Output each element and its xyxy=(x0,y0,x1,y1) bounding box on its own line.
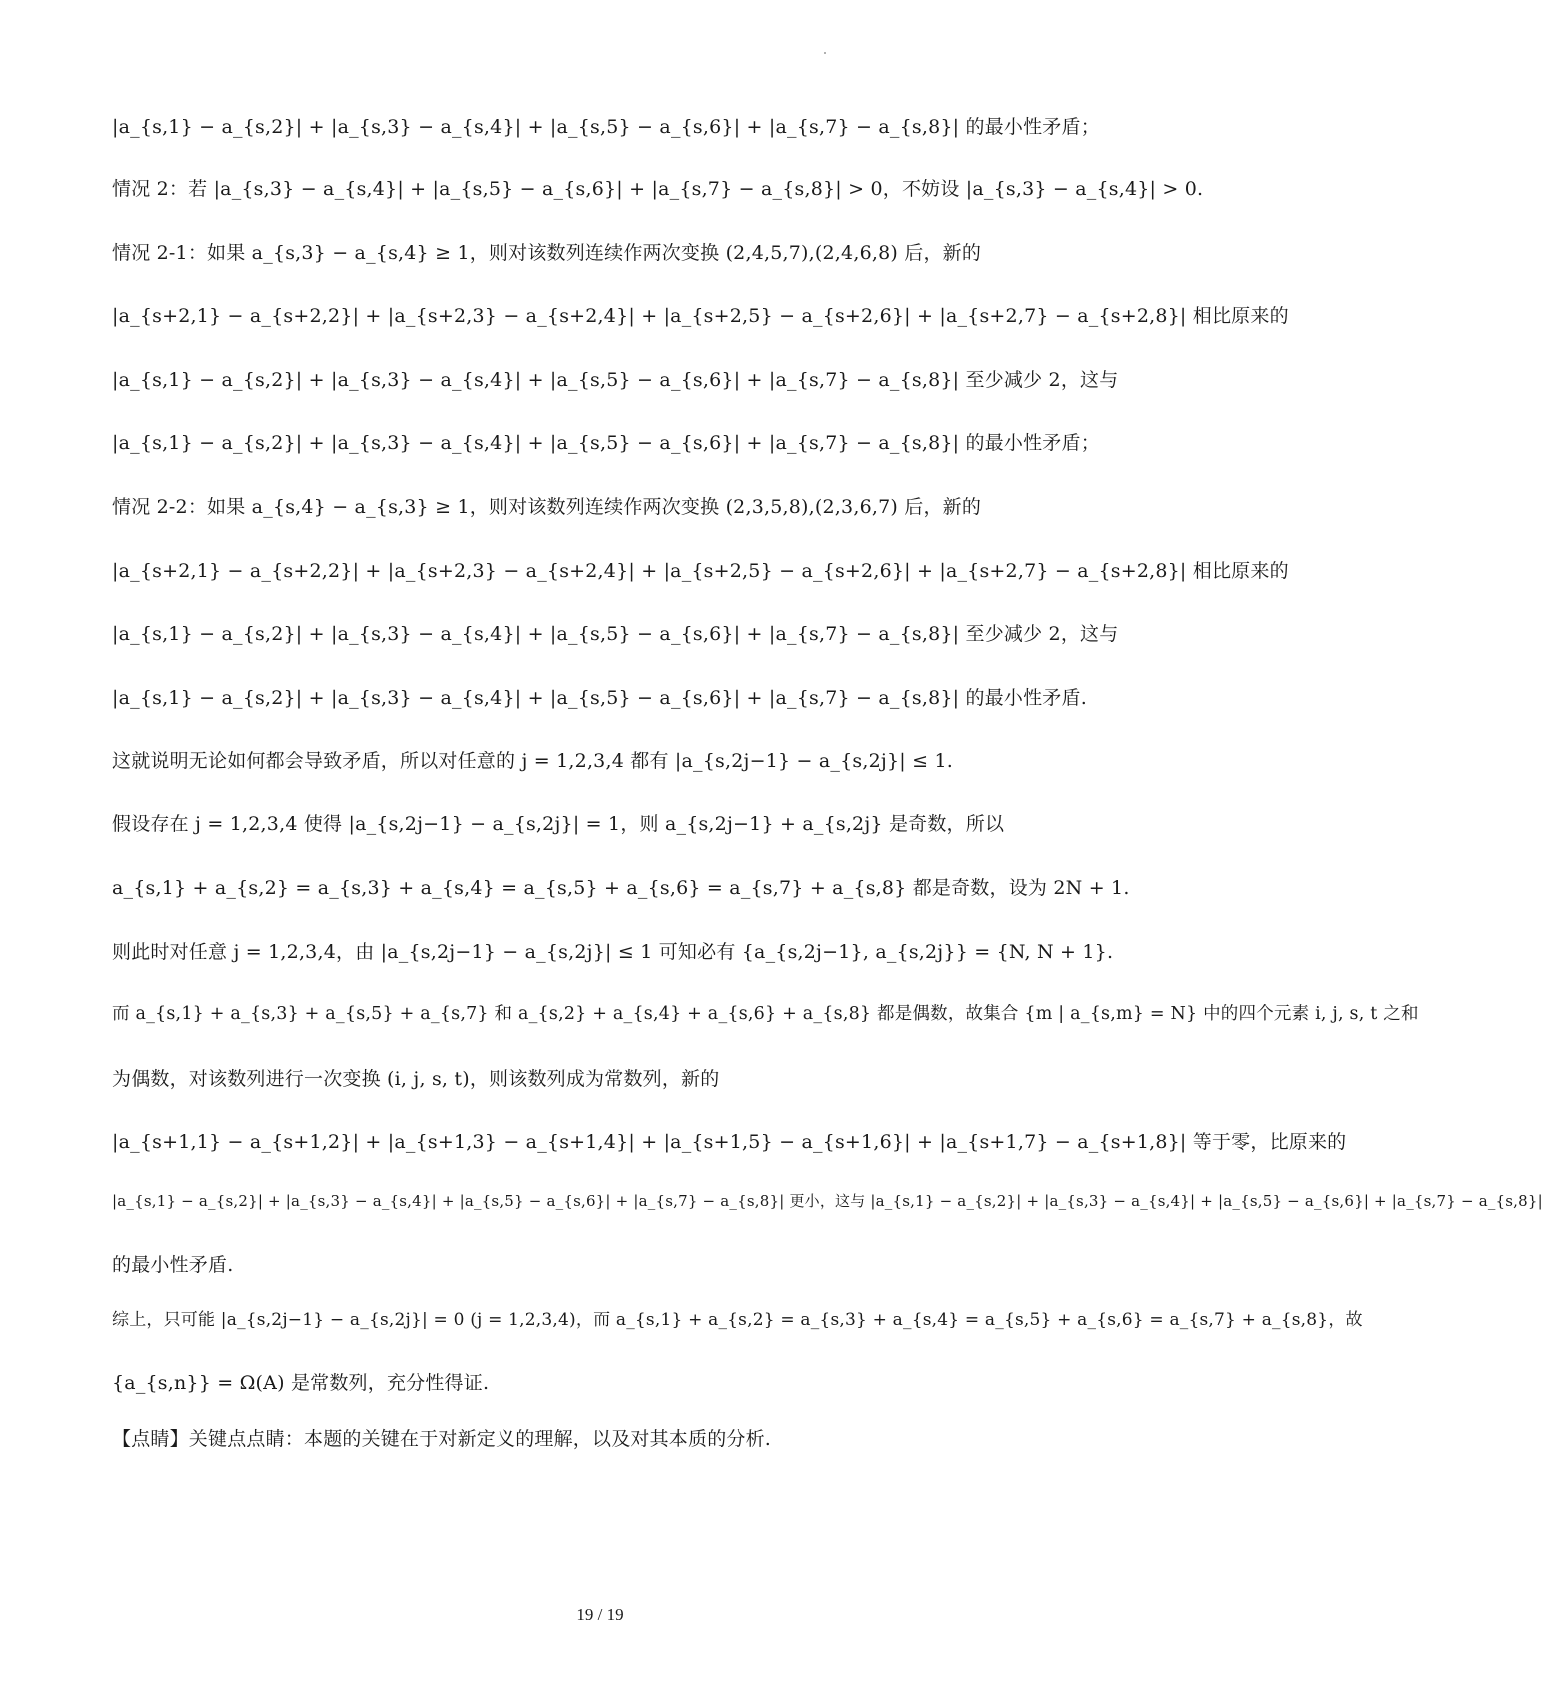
text-line-10: |a_{s,1} − a_{s,2}| + |a_{s,3} − a_{s,4}| + |a_{s,5} − a_{s,6}| + |a_{s,7} − a_{s,8}| 的最小性矛盾. xyxy=(112,687,1087,709)
text-line-3: 情况 2-1：如果 a_{s,3} − a_{s,4} ≥ 1，则对该数列连续作两次变换 (2,4,5,7),(2,4,6,8) 后，新的 xyxy=(112,242,982,264)
text-line-21: {a_{s,n}} = Ω(A) 是常数列，充分性得证. xyxy=(112,1372,490,1394)
text-line-4: |a_{s+2,1} − a_{s+2,2}| + |a_{s+2,3} − a_{s+2,4}| + |a_{s+2,5} − a_{s+2,6}| + |a_{s+2,7} − a_{s+2,8}| 相比原来的 xyxy=(112,305,1289,327)
text-line-9: |a_{s,1} − a_{s,2}| + |a_{s,3} − a_{s,4}| + |a_{s,5} − a_{s,6}| + |a_{s,7} − a_{s,8}| 至少减少 2，这与 xyxy=(112,623,1119,645)
stray-dot xyxy=(824,52,826,54)
text-line-14: 则此时对任意 j = 1,2,3,4，由 |a_{s,2j−1} − a_{s,2j}| ≤ 1 可知必有 {a_{s,2j−1}, a_{s,2j}} = {N, N + 1}. xyxy=(112,941,1114,963)
text-line-22: 【点睛】关键点点睛：本题的关键在于对新定义的理解，以及对其本质的分析. xyxy=(112,1428,772,1450)
text-line-16: 为偶数，对该数列进行一次变换 (i, j, s, t)，则该数列成为常数列，新的 xyxy=(112,1068,720,1090)
page-number: 19 / 19 xyxy=(576,1605,624,1624)
text-line-20: 综上，只可能 |a_{s,2j−1} − a_{s,2j}| = 0 (j = 1,2,3,4)，而 a_{s,1} + a_{s,2} = a_{s,3} + a_{s,4} = a_{s,5} + a_{s,6} = a_{s,7} + a_{s,8}，故 xyxy=(112,1310,1363,1330)
text-line-6: |a_{s,1} − a_{s,2}| + |a_{s,3} − a_{s,4}| + |a_{s,5} − a_{s,6}| + |a_{s,7} − a_{s,8}| 的最小性矛盾； xyxy=(112,432,1100,454)
text-line-17: |a_{s+1,1} − a_{s+1,2}| + |a_{s+1,3} − a_{s+1,4}| + |a_{s+1,5} − a_{s+1,6}| + |a_{s+1,7} − a_{s+1,8}| 等于零，比原来的 xyxy=(112,1131,1347,1153)
text-line-11: 这就说明无论如何都会导致矛盾，所以对任意的 j = 1,2,3,4 都有 |a_{s,2j−1} − a_{s,2j}| ≤ 1. xyxy=(112,750,953,772)
text-line-18: |a_{s,1} − a_{s,2}| + |a_{s,3} − a_{s,4}| + |a_{s,5} − a_{s,6}| + |a_{s,7} − a_{s,8}| 更小，这与 |a_{s,1} − a_{s,2}| + |a_{s,3} − a_{s,4}| + |a_{s,5} − a_{s,6}| + |a_{s,7} − a_{s,8}| xyxy=(112,1192,1543,1210)
text-line-15: 而 a_{s,1} + a_{s,3} + a_{s,5} + a_{s,7} 和 a_{s,2} + a_{s,4} + a_{s,6} + a_{s,8} 都是偶数，故集合 {m | a_{s,m} = N} 中的四个元素 i, j, s, t 之和 xyxy=(112,1004,1419,1024)
text-line-12: 假设存在 j = 1,2,3,4 使得 |a_{s,2j−1} − a_{s,2j}| = 1，则 a_{s,2j−1} + a_{s,2j} 是奇数，所以 xyxy=(112,813,1005,835)
text-line-8: |a_{s+2,1} − a_{s+2,2}| + |a_{s+2,3} − a_{s+2,4}| + |a_{s+2,5} − a_{s+2,6}| + |a_{s+2,7} − a_{s+2,8}| 相比原来的 xyxy=(112,560,1289,582)
text-line-13: a_{s,1} + a_{s,2} = a_{s,3} + a_{s,4} = a_{s,5} + a_{s,6} = a_{s,7} + a_{s,8} 都是奇数，设为 2N + 1. xyxy=(112,877,1130,899)
text-line-2: 情况 2：若 |a_{s,3} − a_{s,4}| + |a_{s,5} − a_{s,6}| + |a_{s,7} − a_{s,8}| > 0，不妨设 |a_{s,3} − a_{s,4}| > 0. xyxy=(112,178,1204,200)
text-line-19: 的最小性矛盾. xyxy=(112,1254,234,1276)
text-line-1: |a_{s,1} − a_{s,2}| + |a_{s,3} − a_{s,4}| + |a_{s,5} − a_{s,6}| + |a_{s,7} − a_{s,8}| 的最小性矛盾； xyxy=(112,116,1100,138)
text-line-5: |a_{s,1} − a_{s,2}| + |a_{s,3} − a_{s,4}| + |a_{s,5} − a_{s,6}| + |a_{s,7} − a_{s,8}| 至少减少 2，这与 xyxy=(112,369,1119,391)
text-line-7: 情况 2-2：如果 a_{s,4} − a_{s,3} ≥ 1，则对该数列连续作两次变换 (2,3,5,8),(2,3,6,7) 后，新的 xyxy=(112,496,982,518)
